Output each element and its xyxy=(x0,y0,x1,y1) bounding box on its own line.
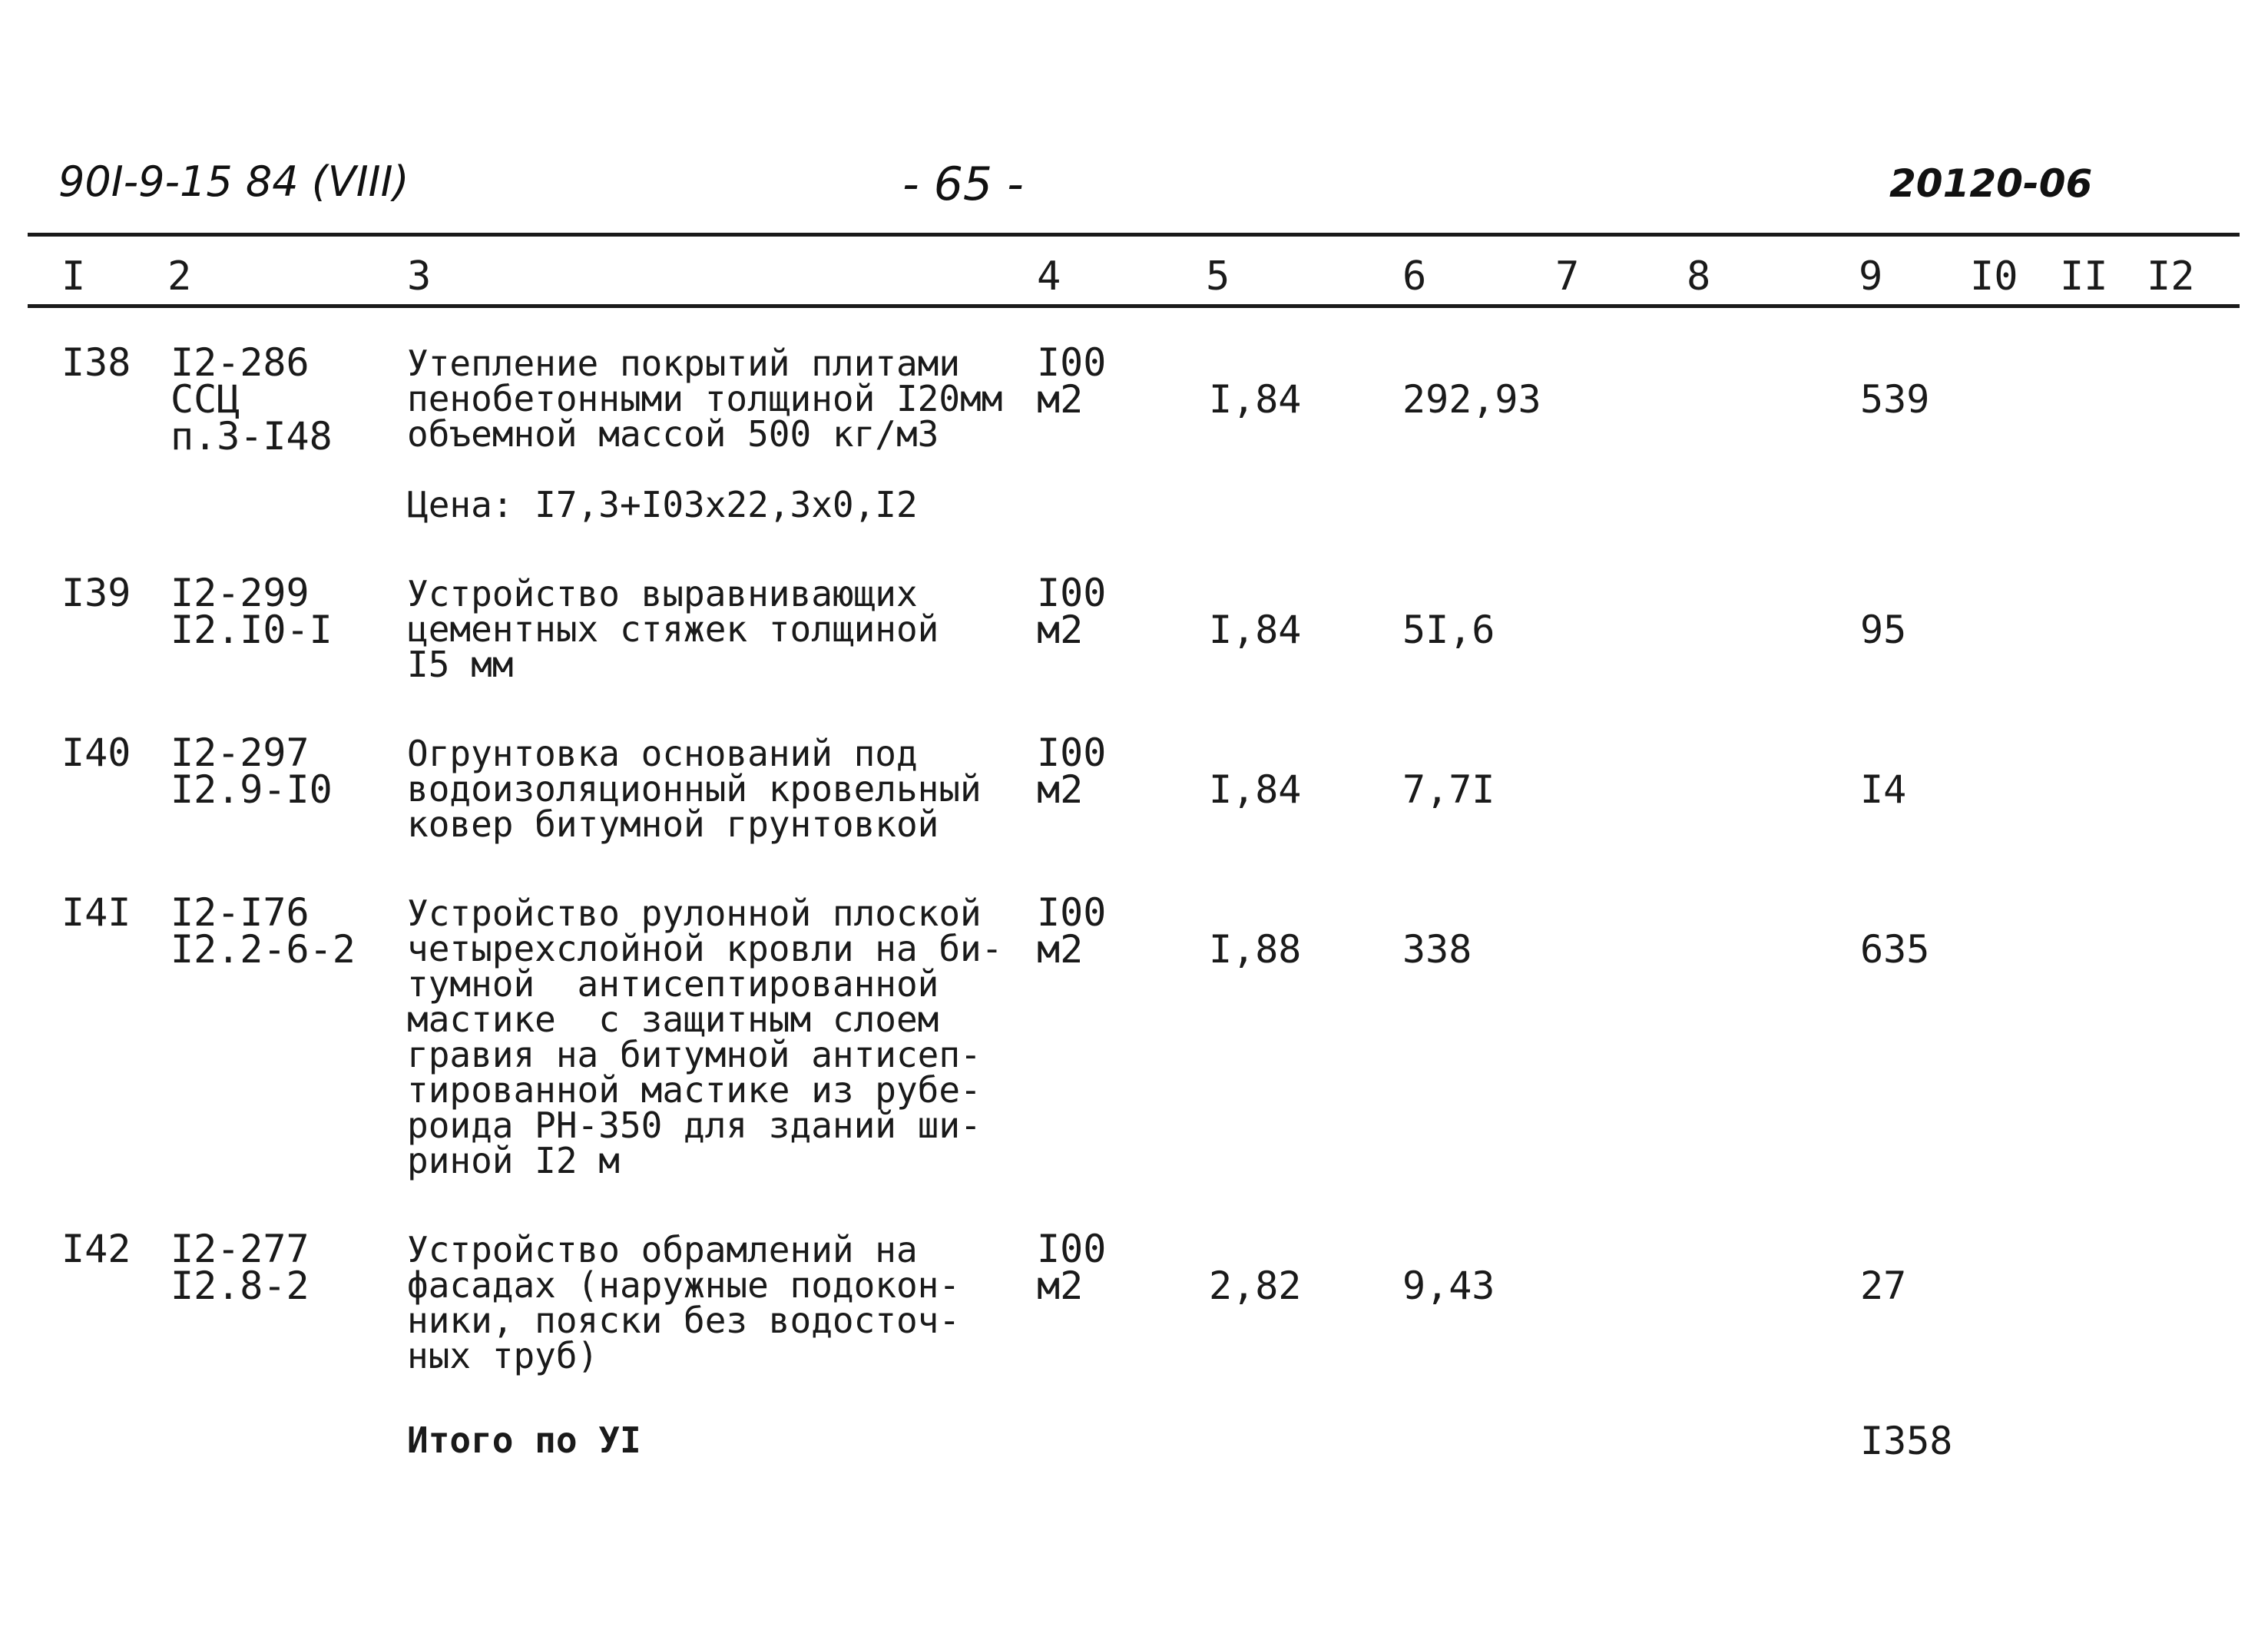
page-number: - 65 - xyxy=(902,157,1024,211)
total-cost: 539 xyxy=(1860,377,1930,422)
column-header: 3 xyxy=(407,253,432,300)
summary-label: Итого по УI xyxy=(407,1419,641,1461)
unit-price: 9,43 xyxy=(1402,1264,1495,1308)
unit: I00 м2 xyxy=(1037,730,1107,812)
row-number: I39 xyxy=(61,571,131,615)
column-header: 5 xyxy=(1206,253,1230,300)
quantity: I,84 xyxy=(1209,767,1302,812)
unit: I00 м2 xyxy=(1037,1227,1107,1308)
unit: I00 м2 xyxy=(1037,890,1107,972)
work-description: Устройство выравнивающих цементных стяжек толщиной I5 мм xyxy=(407,573,939,685)
unit-price: 5I,6 xyxy=(1402,608,1495,652)
header-top-rule xyxy=(28,233,2240,237)
norm-code: I2-I76 I2.2-6-2 xyxy=(171,890,356,972)
unit-price: 292,93 xyxy=(1402,377,1541,422)
unit: I00 м2 xyxy=(1037,571,1107,652)
column-header: II xyxy=(2060,253,2108,300)
summary-total: I358 xyxy=(1860,1419,1953,1463)
row-number: I4I xyxy=(61,890,131,935)
column-header: I xyxy=(61,253,86,300)
quantity: I,84 xyxy=(1209,377,1302,422)
total-cost: 27 xyxy=(1860,1264,1907,1308)
total-cost: I4 xyxy=(1860,767,1907,812)
unit: I00 м2 xyxy=(1037,340,1107,422)
row-number: I40 xyxy=(61,730,131,775)
norm-code: I2-299 I2.I0-I xyxy=(171,571,333,652)
total-cost: 635 xyxy=(1860,927,1930,972)
work-description: Утепление покрытий плитами пенобетонными толщиной I20мм объемной массой 500 кг/м3 xyxy=(407,343,1003,455)
work-description: Огрунтовка оснований под водоизоляционный кровельный ковер битумной грунтовкой xyxy=(407,733,982,845)
quantity: I,84 xyxy=(1209,608,1302,652)
document-code: 90I-9-15 84 (VIII) xyxy=(58,157,409,206)
sheet-code: 20120-06 xyxy=(1889,161,2093,206)
work-description: Устройство обрамлений на фасадах (наружные подокон- ники, пояски без водосточ- ных труб) xyxy=(407,1229,961,1376)
work-description: Устройство рулонной плоской четырехслойной кровли на би- тумной антисептированной мастике с защитным слоем гравия на битумной антисеп- тированной мастике из рубе- роида РН-350 для зданий ши- риной I2 м xyxy=(407,893,1003,1181)
column-header: 2 xyxy=(167,253,192,300)
unit-price: 7,7I xyxy=(1402,767,1495,812)
column-header: I0 xyxy=(1970,253,2018,300)
column-header: 7 xyxy=(1555,253,1580,300)
total-cost: 95 xyxy=(1860,608,1907,652)
norm-code: I2-277 I2.8-2 xyxy=(171,1227,310,1308)
norm-code: I2-297 I2.9-I0 xyxy=(171,730,333,812)
quantity: 2,82 xyxy=(1209,1264,1302,1308)
column-header: 9 xyxy=(1859,253,1883,300)
header-bottom-rule xyxy=(28,304,2240,308)
row-number: I42 xyxy=(61,1227,131,1271)
column-header: I2 xyxy=(2147,253,2195,300)
column-header: 4 xyxy=(1037,253,1061,300)
price-note: Цена: I7,3+I03х22,3х0,I2 xyxy=(407,484,918,525)
quantity: I,88 xyxy=(1209,927,1302,972)
norm-code: I2-286 ССЦ п.3-I48 xyxy=(171,340,333,459)
unit-price: 338 xyxy=(1402,927,1472,972)
column-header: 8 xyxy=(1687,253,1711,300)
column-header: 6 xyxy=(1402,253,1427,300)
row-number: I38 xyxy=(61,340,131,385)
